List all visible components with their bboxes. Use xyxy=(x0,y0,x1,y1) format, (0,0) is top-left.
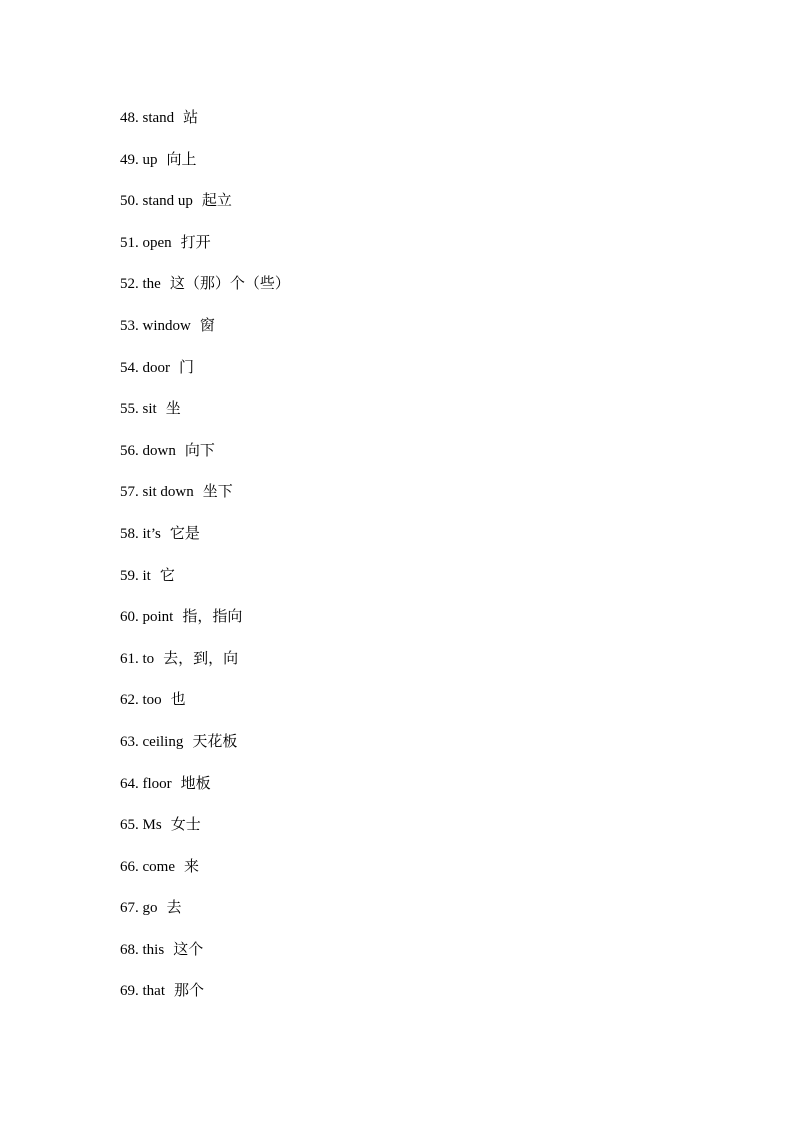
entry-number: 60. xyxy=(120,609,139,626)
entry-number: 67. xyxy=(120,900,139,917)
vocab-entry xyxy=(120,645,290,687)
english-word: this xyxy=(142,941,165,958)
vocabulary-list xyxy=(120,104,290,1019)
vocab-entry xyxy=(120,354,290,396)
chinese-meaning: 坐下 xyxy=(202,482,233,501)
vocab-entry xyxy=(120,395,290,437)
english-word: come xyxy=(142,858,175,875)
chinese-meaning: 地板 xyxy=(180,773,211,792)
chinese-meaning: 向下 xyxy=(184,440,215,459)
entry-number: 69. xyxy=(120,983,139,1000)
english-word: floor xyxy=(142,775,172,792)
english-word: stand up xyxy=(142,193,193,210)
vocab-entry xyxy=(120,894,290,936)
entry-number: 64. xyxy=(120,775,139,792)
vocab-entry xyxy=(120,437,290,479)
chinese-meaning: 向上 xyxy=(166,149,197,168)
english-word: open xyxy=(142,234,172,251)
vocab-entry xyxy=(120,270,290,312)
chinese-meaning: 这（那）个（些） xyxy=(169,274,290,293)
english-word: up xyxy=(142,151,158,168)
chinese-meaning: 起立 xyxy=(201,191,232,210)
vocab-entry xyxy=(120,478,290,520)
english-word: that xyxy=(142,983,165,1000)
chinese-meaning: 它是 xyxy=(169,523,200,542)
english-word: it’s xyxy=(142,525,161,542)
chinese-meaning: 那个 xyxy=(174,981,205,1000)
vocab-entry xyxy=(120,728,290,770)
chinese-meaning: 去 xyxy=(166,898,182,917)
chinese-meaning: 女士 xyxy=(170,815,201,834)
english-word: too xyxy=(142,692,162,709)
entry-number: 52. xyxy=(120,276,139,293)
vocab-entry xyxy=(120,229,290,271)
entry-number: 49. xyxy=(120,151,139,168)
vocab-entry xyxy=(120,770,290,812)
vocab-entry xyxy=(120,853,290,895)
chinese-meaning: 门 xyxy=(179,357,195,376)
english-word: Ms xyxy=(142,817,162,834)
english-word: door xyxy=(142,359,170,376)
vocab-entry xyxy=(120,686,290,728)
entry-number: 66. xyxy=(120,858,139,875)
entry-number: 55. xyxy=(120,401,139,418)
chinese-meaning: 站 xyxy=(183,108,199,126)
vocab-entry xyxy=(120,811,290,853)
english-word: down xyxy=(142,442,176,459)
chinese-meaning: 这个 xyxy=(173,939,204,958)
vocab-entry xyxy=(120,104,290,146)
entry-number: 65. xyxy=(120,817,139,834)
entry-number: 62. xyxy=(120,692,139,709)
vocab-entry xyxy=(120,187,290,229)
english-word: go xyxy=(142,900,158,917)
vocab-entry xyxy=(120,146,290,188)
chinese-meaning: 窗 xyxy=(199,315,215,334)
chinese-meaning: 去，到，向 xyxy=(163,648,239,667)
vocab-entry xyxy=(120,312,290,354)
entry-number: 50. xyxy=(120,193,139,210)
entry-number: 61. xyxy=(120,650,139,667)
chinese-meaning: 天花板 xyxy=(192,731,238,750)
vocab-entry xyxy=(120,977,290,1019)
vocab-entry xyxy=(120,936,290,978)
chinese-meaning: 坐 xyxy=(165,399,181,418)
english-word: window xyxy=(142,317,191,334)
chinese-meaning: 来 xyxy=(183,856,199,875)
entry-number: 59. xyxy=(120,567,139,584)
entry-number: 58. xyxy=(120,525,139,542)
entry-number: 68. xyxy=(120,941,139,958)
entry-number: 53. xyxy=(120,317,139,334)
entry-number: 48. xyxy=(120,110,139,126)
english-word: sit xyxy=(142,401,157,418)
chinese-meaning: 指，指向 xyxy=(182,607,243,626)
entry-number: 51. xyxy=(120,234,139,251)
entry-number: 54. xyxy=(120,359,139,376)
english-word: to xyxy=(142,650,155,667)
chinese-meaning: 它 xyxy=(159,565,175,584)
entry-number: 63. xyxy=(120,733,139,750)
vocab-entry xyxy=(120,520,290,562)
entry-number: 57. xyxy=(120,484,139,501)
chinese-meaning: 也 xyxy=(170,690,186,709)
vocab-entry xyxy=(120,562,290,604)
english-word: ceiling xyxy=(142,733,184,750)
english-word: stand xyxy=(142,110,175,126)
english-word: the xyxy=(142,276,161,293)
english-word: point xyxy=(142,609,174,626)
english-word: it xyxy=(142,567,151,584)
entry-number: 56. xyxy=(120,442,139,459)
chinese-meaning: 打开 xyxy=(180,232,211,251)
english-word: sit down xyxy=(142,484,194,501)
vocab-entry xyxy=(120,603,290,645)
